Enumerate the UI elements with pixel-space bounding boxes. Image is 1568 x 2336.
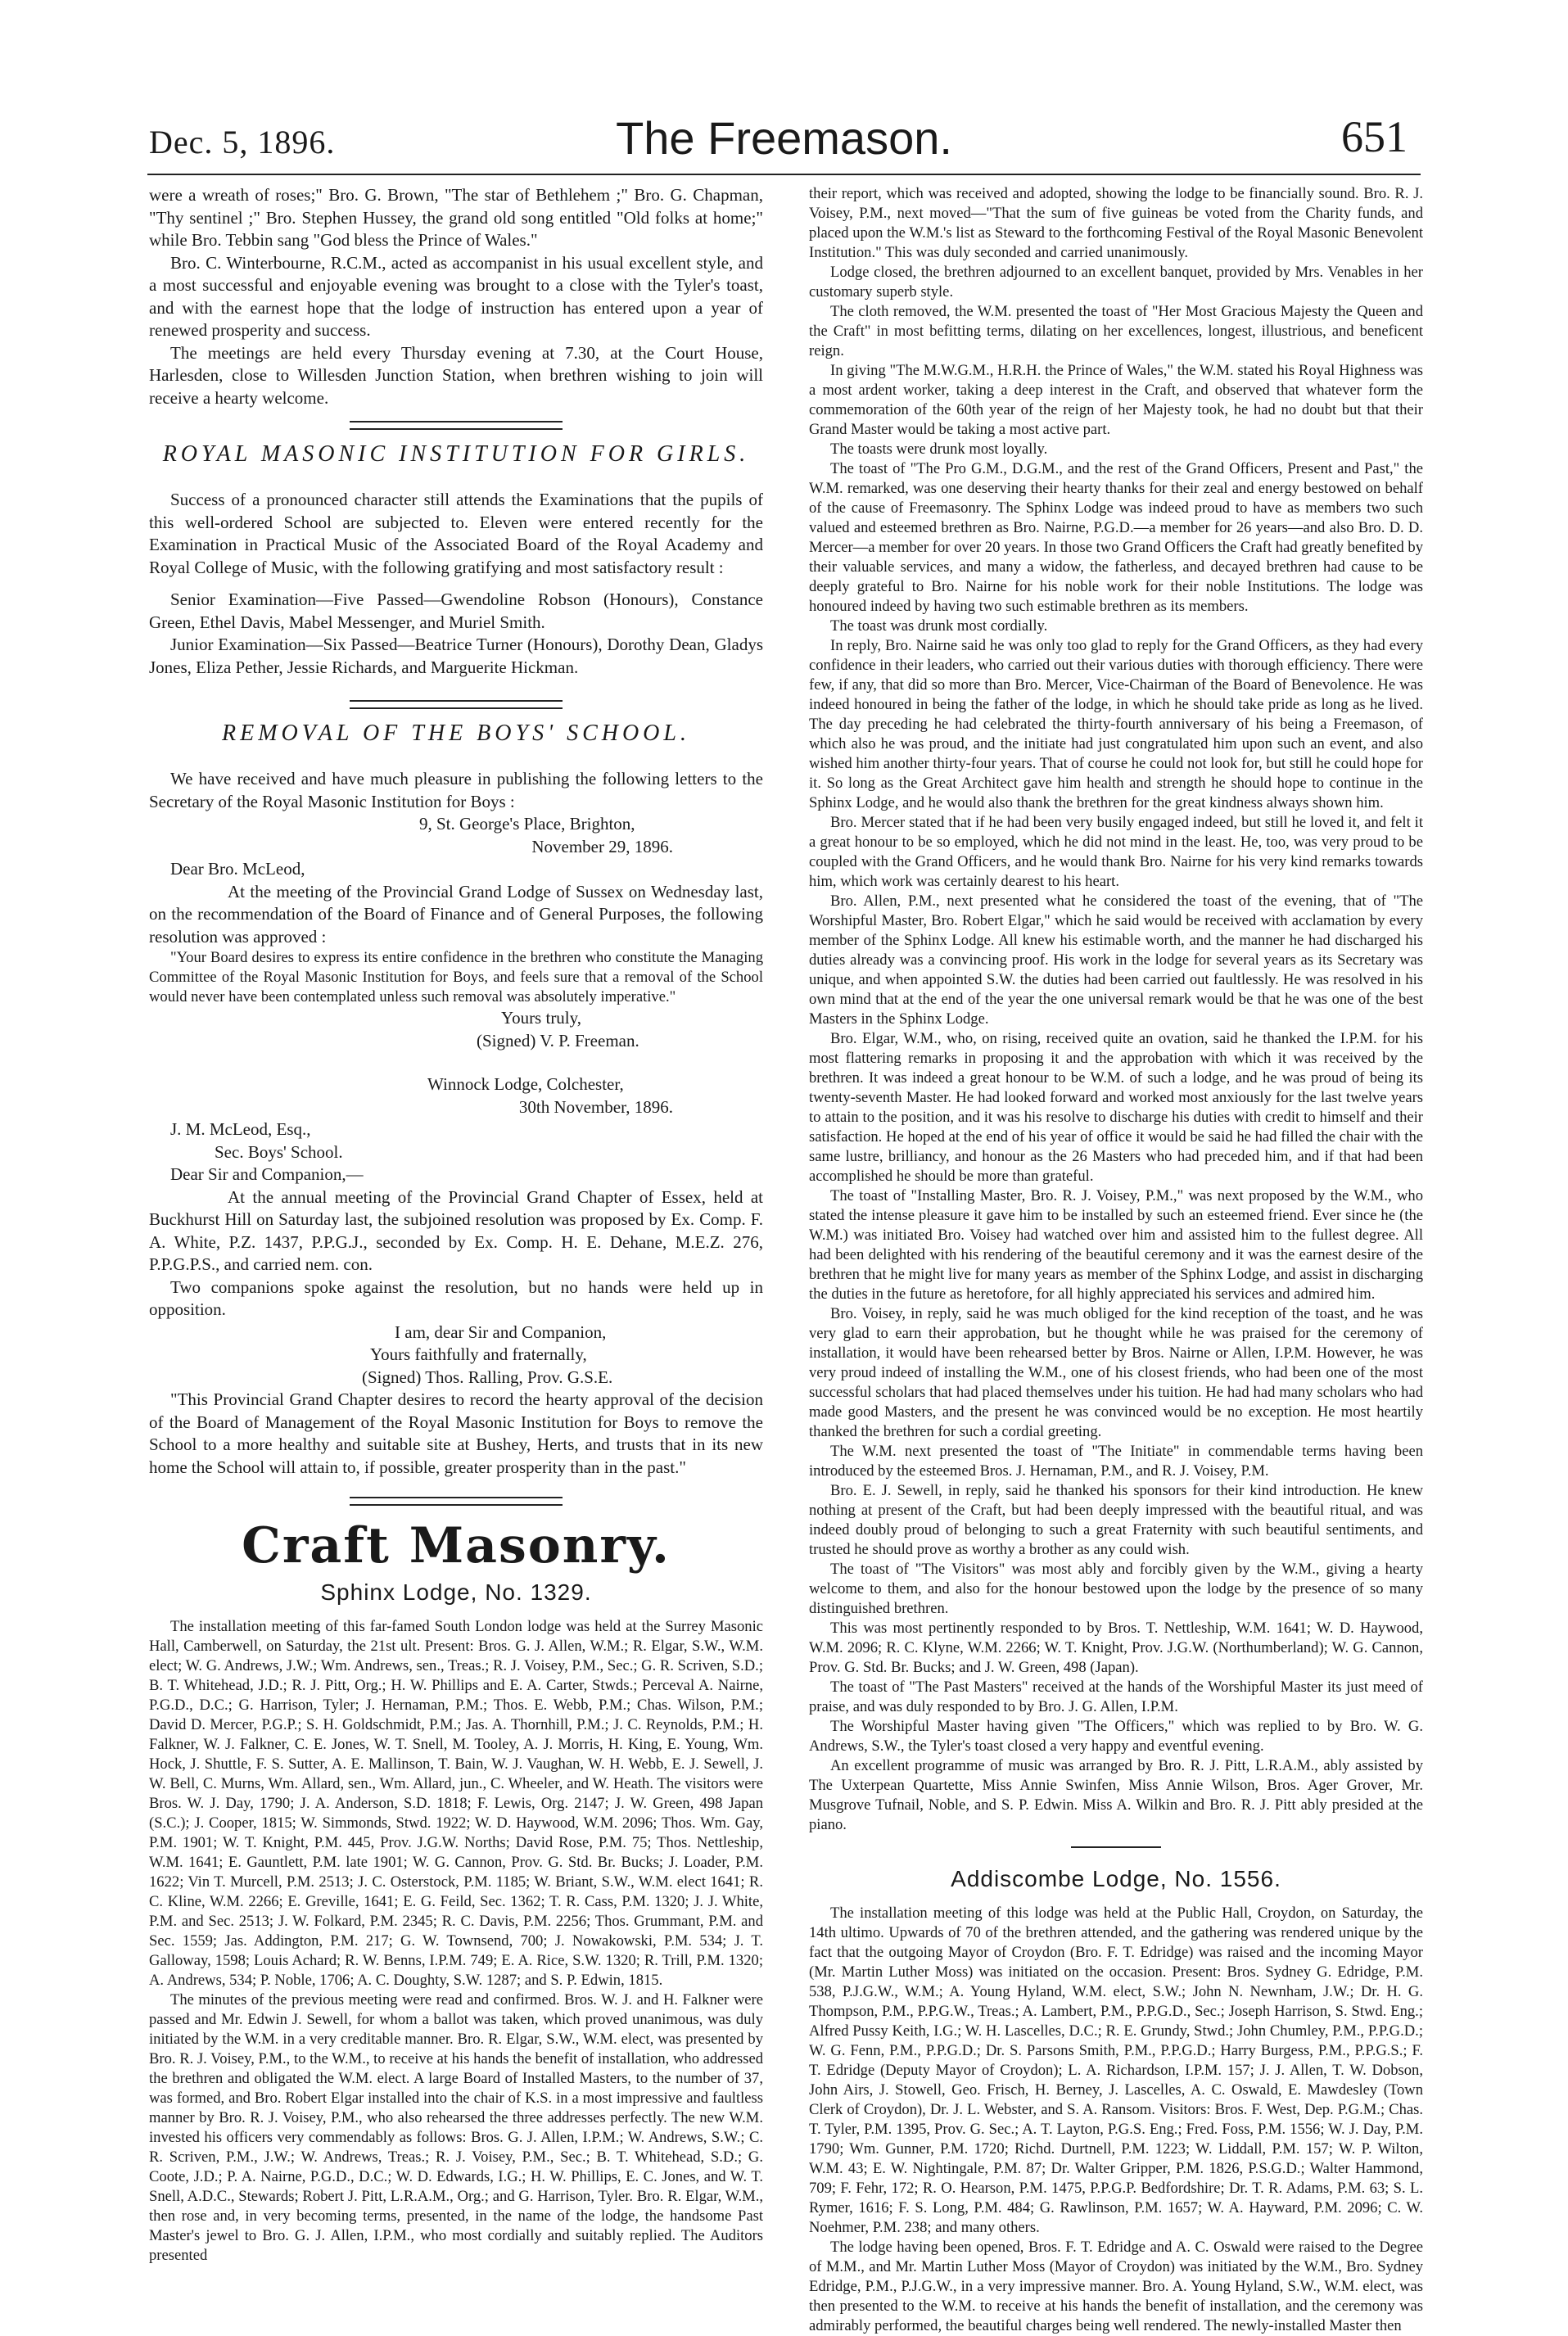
article-paragraph: The minutes of the previous meeting were read and confirmed. Bros. W. J. and H. Falkner were passed and Mr. Edwin J. Sewell, for whom a ballot was taken, which proved unanimous, was duly initiated by the W.M. in a very creditable manner. Bro. R. Elgar, S.W., W.M. elect, was presented by Bro. R. J. Voisey, P.M., to the W.M., to receive at his hands the benefit of installation, who addressed the brethren and obligated the W.M. elect. A large Board of Installed Masters, to the number of 37, was formed, and Bro. Robert Elgar installed into the chair of K.S. in a most impressive and faultless manner by Bro. R. J. Voisey, P.M., who also rehearsed the three addresses perfectly. The new W.M. invested his officers very commendably as follows: Bros. G. J. Allen, I.P.M.; W. Andrews, S.W.; C. R. Scriven, P.M., J.W.; W. Andrews, Treas.; R. J. Voisey, P.M., Sec.; B. T. Whitehead, S.D.; G. Coote, J.D.; P. A. Nairne, P.G.D., D.C.; W. D. Edwards, I.G.; H. W. Phillips, E. C. Jones, and W. T. Snell, A.D.C., Stewards; Robert J. Pitt, L.R.A.M., Org.; and G. Harrison, Tyler. Bro. R. Elgar, W.M., then rose and, in very becoming terms, presented, in the name of the lodge, the handsome Past Master's jewel to Bro. G. J. Allen, I.P.M., who most cordially and suitably replied. The Auditors presented [149, 1991, 763, 2264]
letter-recipient: J. M. McLeod, Esq., [170, 1119, 311, 1139]
section-divider [1071, 1846, 1161, 1848]
article-paragraph: Junior Examination—Six Passed—Beatrice Turner (Honours), Dorothy Dean, Gladys Jones, Eliza Pether, Jessie Richards, and Marguerite Hickman. [149, 635, 763, 677]
letter-close: Yours truly, [501, 1008, 582, 1028]
spacer [149, 1052, 763, 1073]
section-heading-girls: ROYAL MASONIC INSTITUTION FOR GIRLS. [162, 441, 750, 467]
article-paragraph: Senior Examination—Five Passed—Gwendoline Robson (Honours), Constance Green, Ethel Davis, Mabel Messenger, and Muriel Smith. [149, 590, 763, 632]
article-paragraph: The toast was drunk most cordially. [830, 617, 1048, 635]
section-divider [350, 700, 563, 709]
article-paragraph: Bro. E. J. Sewell, in reply, said he thanked his sponsors for their kind introduction. He knew nothing at present of the Craft, but had been deeply impressed with the beautiful ritual, and was indeed doubly proud of belonging to such a great Fraternity with such beautiful sentiments, and trusted he should prove as worthy a brother as any could wish. [809, 1482, 1423, 1558]
article-paragraph: The cloth removed, the W.M. presented the toast of "Her Most Gracious Majesty the Queen and the Craft" in most befitting terms, dilating on her excellences, longest, illustrious, and beneficent reign. [809, 303, 1423, 359]
section-divider [350, 1497, 563, 1506]
letter-quote: "This Provincial Grand Chapter desires to record the hearty approval of the decision of the Board of Management of the Royal Masonic Institution for Boys to remove the School to a more healthy and suitable site at Bushey, Herts, and trusts that in its new home the School will attain to, if possible, greater prosperity than in the past." [149, 1389, 763, 1477]
letter-body: At the annual meeting of the Provincial Grand Chapter of Essex, held at Buckhurst Hill on Saturday last, the subjoined resolution was proposed by Ex. Comp. F. A. White, P.Z. 1437, P.P.G.J., seconded by Ex. Comp. H. E. Dehane, M.E.Z. 276, P.P.G.P.S., and carried nem. con. [149, 1186, 763, 1274]
article-paragraph: their report, which was received and adopted, showing the lodge to be financially sound. Bro. R. J. Voisey, P.M., next moved—"That the sum of five guineas be voted from the Charity funds, and placed upon the W.M.'s list as Steward to the forthcoming Festival of the Royal Masonic Benevolent Institution." This was duly seconded and carried unanimously. [809, 185, 1423, 261]
letter-salutation: Dear Bro. McLeod, [170, 859, 305, 879]
intro-paragraph: The meetings are held every Thursday evening at 7.30, at the Court House, Harlesden, close to Willesden Junction Station, when brethren wishing to join will receive a hearty welcome. [149, 342, 763, 408]
right-column [809, 184, 1423, 2334]
letter-date: November 29, 1896. [531, 836, 673, 856]
article-paragraph: We have received and have much pleasure in publishing the following letters to the Secretary of the Royal Masonic Institution for Boys : [149, 769, 763, 811]
masthead-title: The Freemason. [616, 112, 952, 164]
article-paragraph: The W.M. next presented the toast of "The Initiate" in commendable terms having been introduced by the esteemed Bros. J. Hernaman, P.M., and R. J. Voisey, P.M. [809, 1443, 1423, 1480]
article-paragraph: Bro. Mercer stated that if he had been very busily engaged indeed, but still he loved it, and felt it a great honour to be so employed, which he did not mind in the least. He, too, was very proud to be coupled with the Grand Officers, and he would thank Bro. Nairne for his very kind remarks towards him, which work was certainly dearest to his heart. [809, 814, 1423, 890]
letter-address: 9, St. George's Place, Brighton, [419, 814, 635, 834]
article-paragraph: In giving "The M.W.G.M., H.R.H. the Prince of Wales," the W.M. stated his Royal Highness was a most ardent worker, taking a deep interest in the Craft, and observed that whatever form the commemoration of the 60th year of the reign of her Majesty took, he had no doubt but that their Grand Master would be taking a most active part. [809, 362, 1423, 438]
letter-date: 30th November, 1896. [518, 1096, 673, 1117]
article-paragraph: Success of a pronounced character still attends the Examinations that the pupils of this well-ordered School are subjected to. Eleven were entered recently for the Examination in Practical Music of the Associated Board of the Royal Academy and Royal College of Music, with the following gratifying and most satisfactory result : [149, 490, 763, 577]
article-paragraph: The lodge having been opened, Bros. F. T. Edridge and A. C. Oswald were raised to the Degree of M.M., and Mr. Martin Luther Moss (Mayor of Croydon) was initiated by the W.M., Bro. Sydney Edridge, P.M., P.J.G.W., in a very impressive manner. Bro. A. Young Hyland, S.W., W.M. elect, was then presented to the W.M. to receive at his hands the benefit of installation, and the ceremony was admirably performed, the beautiful charges being well rendered. The newly-installed Master then [809, 2239, 1423, 2334]
letter-signature: (Signed) Thos. Ralling, Prov. G.S.E. [362, 1367, 613, 1387]
article-paragraph: Bro. Elgar, W.M., who, on rising, received quite an ovation, said he thanked the I.P.M. for his most flattering remarks in proposing it and the approbation with which it was received by the brethren. It was indeed a great honour to be W.M. of such a lodge, and he was proud of being its twenty-seventh Master. He had looked forward and worked most anxiously for the last twelve years to attain to the position, and it was his resolve to discharge his duties with credit to himself and their satisfaction. He hoped at the end of his year of office it would be said he had filled the chair with the same lustre, brilliancy, and honour as the 26 Masters who had preceded him, and if that had been accomplished he should be more than grateful. [809, 1030, 1423, 1185]
article-paragraph: Lodge closed, the brethren adjourned to an excellent banquet, provided by Mrs. Venables in her customary superb style. [809, 264, 1423, 300]
letter-signature: (Signed) V. P. Freeman. [477, 1030, 639, 1051]
intro-paragraph: Bro. C. Winterbourne, R.C.M., acted as accompanist in his usual excellent style, and a most successful and enjoyable evening was brought to a close with the Tyler's toast, and with the earnest hope that the lodge of instruction has entered upon a year of renewed prosperity and success. [149, 252, 763, 340]
article-paragraph: The installation meeting of this lodge was held at the Public Hall, Croydon, on Saturday, the 14th ultimo. Upwards of 70 of the brethren attended, and the gathering was rendered unique by the fact that the outgoing Mayor of Croydon (Bro. F. T. Edridge) was raised and the incoming Mayor (Mr. Martin Luther Moss) was initiated on the occasion. Present: Bros. Sydney G. Edridge, P.M. 538, P.J.G.W., W.M.; A. Young Hyland, W.M. elect, S.W.; John N. Newnham, J.W.; Dr. H. G. Thompson, P.M., P.P.G.W., Treas.; A. Lambert, P.M., P.P.G.D., Sec.; Joseph Harrison, S. Stwd. Eng.; Alfred Pussy Keith, I.G.; W. H. Lascelles, D.C.; R. E. Grundy, Stwd.; John Chumley, P.M., P.P.G.D.; W. G. Fenn, P.M., P.P.G.D.; Dr. S. Parsons Smith, P.M., P.P.G.D.; Harry Burgess, P.M., P.P.G.S.; F. T. Edridge (Deputy Mayor of Croydon); L. A. Richardson, I.P.M. 157; J. J. Allen, T. W. Dobson, John Airs, J. Stowell, Geo. Frisch, H. Berney, J. Lascelles, A. C. Oswald, E. Mawdesley (Town Clerk of Croydon), Dr. J. L. Webster, and S. A. Ransom. Visitors: Bros. F. West, Dep. P.G.M.; Chas. T. Tyler, P.M. 1395, Prov. G. Sec.; A. T. Layton, P.G.S. Eng.; Fred. Foss, P.M. 1556; W. J. Day, P.M. 1790; Wm. Gunner, P.M. 1720; Richd. Durtnell, P.M. 1223; W. Liddall, P.M. 157; W. P. Wilton, W.M. 43; E. W. Nightingale, P.M. 87; Dr. Walter Gripper, P.M. 1826, P.S.G.D.; Walter Hammond, 709; F. Fehr, 172; R. O. Hearson, P.M. 1475, P.P.G.P. Bedfordshire; Dr. T. R. Adams, P.M. 63; S. L. Rymer, 1616; F. S. Long, P.M. 484; G. Rawlinson, P.M. 1657; W. A. Hayward, P.M. 2096; C. W. Noehmer, P.M. 238; and many others. [809, 1904, 1423, 2236]
page-number: 651 [1341, 112, 1408, 161]
letter-address: Winnock Lodge, Colchester, [427, 1074, 624, 1094]
letter-close: Yours faithfully and fraternally, [370, 1344, 587, 1364]
header-rule [147, 174, 1421, 175]
lodge-heading-addiscombe: Addiscombe Lodge, No. 1556. [951, 1866, 1281, 1891]
letter-salutation: Dear Sir and Companion,— [170, 1164, 364, 1184]
article-paragraph: This was most pertinently responded to by Bros. T. Nettleship, W.M. 1641; W. D. Haywood, W.M. 2096; R. C. Klyne, W.M. 2266; W. T. Knight, Prov. J.G.W. (Northumberland); W. G. Cannon, Prov. G. Std. Br. Bucks; and J. W. Green, 498 (Japan). [809, 1620, 1423, 1676]
article-paragraph: The toasts were drunk most loyally. [830, 441, 1048, 458]
article-paragraph: The toast of "The Pro G.M., D.G.M., and the rest of the Grand Officers, Present and Past," the W.M. remarked, was one deserving their hearty thanks for their zeal and energy bestowed on behalf of the cause of Freemasonry. The Sphinx Lodge was indeed proud to have as members two such valued and esteemed brethren as Bro. Nairne, P.G.D.—a member for 26 years—and also Bro. D. D. Mercer—a member for over 20 years. In those two Grand Officers the Craft had greatly benefited by their valuable services, and many a widow, the fatherless, and decayed brethren had cause to be deeply grateful to Bro. Nairne for his noble work for their noble Institutions. The lodge was honoured indeed by having two such estimable brethren as its members. [809, 460, 1423, 615]
article-paragraph: The installation meeting of this far-famed South London lodge was held at the Surrey Masonic Hall, Camberwell, on Saturday, the 21st ult. Present: Bros. G. J. Allen, W.M.; R. Elgar, S.W., W.M. elect; W. G. Andrews, J.W.; Wm. Andrews, sen., Treas.; R. J. Voisey, P.M., Sec.; G. R. Scriven, S.D.; B. T. Whitehead, J.D.; R. J. Pitt, Org.; H. W. Phillips and E. A. Carter, Stwds.; Perceval A. Nairne, P.G.D., D.C.; G. Harrison, Tyler; J. Hernaman, P.M.; Thos. E. Webb, P.M.; Chas. Wilson, P.M.; David D. Mercer, P.G.P.; S. H. Goldschmidt, P.M.; Jas. A. Thornhill, P.M.; J. C. Reynolds, P.M.; H. Falkner, W. J. Falkner, C. E. Jones, W. T. Snell, M. Tooley, A. J. Morris, H. King, E. Young, Wm. Hock, J. Shuttle, F. S. Sutter, A. E. Mallinson, T. Bain, W. J. Vaughan, W. H. Webb, E. J. Sewell, J. W. Bell, C. Murns, Wm. Allard, sen., Wm. Allard, jun., C. Wheeler, and W. Heath. The visitors were Bros. W. J. Day, 1790; J. A. Anderson, S.D. 1818; F. Lewis, Org. 2147; J. W. Green, 498 Japan (S.C.); J. Cooper, 1815; W. Simmonds, Stwd. 1922; W. D. Haywood, W.M. 2096; Thos. Wm. Gay, P.M. 1901; W. T. Knight, P.M. 445, Prov. J.G.W. Norths; David Rose, P.M. 75; Thos. Nettleship, W.M. 1641; E. Gauntlett, P.M. late 1901; W. G. Cannon, Prov. G. Std. Br. Bucks; J. Loader, P.M. 1622; Vin T. Murcell, P.M. 2513; J. C. Osterstock, P.M. 1185; W. Briant, S.W., W.M. elect 1641; R. C. Kline, W.M. 2266; E. Greville, 1641; E. G. Feild, Sec. 1362; T. R. Cass, P.M. 1320; J. J. White, P.M. and Sec. 2513; J. W. Folkard, P.M. 2345; R. C. Davis, P.M. 2256; Thos. Grummant, P.M. and Sec. 1559; Jas. Addington, P.M. 217; G. W. Townsend, 700; J. Nowakowski, P.M. 534; J. T. Galloway, 1598; Louis Achard; R. W. Benns, I.P.M. 749; E. A. Rice, S.W. 1320; R. Trill, P.M. 1320; A. Andrews, 534; P. Noble, 1706; A. C. Doughty, S.W. 1287; and S. P. Edwin, 1815. [149, 1618, 763, 1989]
letter-close: I am, dear Sir and Companion, [395, 1322, 607, 1342]
article-paragraph: Bro. Allen, P.M., next presented what he considered the toast of the evening, that of "The Worshipful Master, Bro. Robert Elgar," which he said would be received with acclamation by every member of the Sphinx Lodge. All knew his estimable worth, and the manner he had discharged his duties already was a convincing proof. His work in the lodge for several years as its Secretary was unique, and when appointed S.W. the duties had been carried out faultlessly. He was resolved in his own mind that at the end of the year the one universal remark would be that he was one of the best Masters in the Sphinx Lodge. [809, 892, 1423, 1028]
article-paragraph: An excellent programme of music was arranged by Bro. R. J. Pitt, L.R.A.M., ably assisted by The Uxterpean Quartette, Miss Annie Swinfen, Miss Annie Wilson, Bros. Ager Grover, Mr. Musgrove Tufnail, Noble, and S. P. Edwin. Miss A. Wilkin and Bro. R. J. Pitt ably presided at the piano. [809, 1757, 1423, 1833]
article-paragraph: In reply, Bro. Nairne said he was only too glad to reply for the Grand Officers, as they had every confidence in their leaders, who carried out their various duties with thorough efficiency. There were few, if any, that did so more than Bro. Mercer, Vice-Chairman of the Board of Benevolence. He was indeed honoured in being the father of the lodge, in which he should take pride as long as he lived. The day preceding he had celebrated the thirty-fourth anniversary of his being a Freemason, of which also he was proud, and the initiate had just congratulated him upon such an event, and also wished him another thirty-four years. That of course he could not look for, but still he could hope for it. So long as the Great Architect gave him health and strength he should hope to continue in the Sphinx Lodge, and he would also thank the brethren for the great kindness always shown him. [809, 637, 1423, 811]
letter-body: Two companions spoke against the resolution, but no hands were held up in opposition. [149, 1276, 763, 1319]
letter-recipient: Sec. Boys' School. [215, 1141, 343, 1162]
left-column [149, 184, 763, 2280]
lodge-heading-sphinx: Sphinx Lodge, No. 1329. [320, 1579, 592, 1605]
article-paragraph: Bro. Voisey, in reply, said he was much obliged for the kind reception of the toast, and he was very glad to earn their approbation, but he thought while he was praised for the ceremony of installation, it would have been rehearsed better by Bros. Nairne or Allen, I.P.M. However, he was very proud indeed of installing the W.M., one of his closest friends, who had been one of the most successful scholars that had placed themselves under his tuition. He had had many scholars who had made good Masters, and the present he was convinced would be no exception. He most heartily thanked the brethren for such a cordial greeting. [809, 1305, 1423, 1440]
intro-paragraph: were a wreath of roses;" Bro. G. Brown, "The star of Bethlehem ;" Bro. G. Chapman, "Thy sentinel ;" Bro. Stephen Hussey, the grand old song entitled "Old folks at home;" while Bro. Tebbin sang "God bless the Prince of Wales." [149, 185, 763, 250]
craft-masonry-heading: Craft Masonry. [242, 1517, 671, 1575]
article-paragraph: The toast of "The Past Masters" received at the hands of the Worshipful Master its just meed of praise, and was duly responded to by Bro. J. G. Allen, I.P.M. [809, 1679, 1423, 1715]
section-divider [350, 421, 563, 430]
issue-date: Dec. 5, 1896. [149, 124, 336, 160]
article-paragraph: The Worshipful Master having given "The Officers," which was replied to by Bro. W. G. Andrews, S.W., the Tyler's toast closed a very happy and eventful evening. [809, 1718, 1423, 1755]
article-paragraph: The toast of "Installing Master, Bro. R. J. Voisey, P.M.," was next proposed by the W.M., who stated the intense pleasure it gave him to be installed by such an esteemed friend. Ever since he (the W.M.) was initiated Bro. Voisey had watched over him and assisted him to the fullest degree. All had been delighted with his rendering of the beautiful ceremony and it was the earnest desire of the brethren that he might live for many years as member of the Sphinx Lodge, and assist in discharging the duties in the future as heretofore, for all highly appreciated his services and admired him. [809, 1187, 1423, 1303]
letter-body: At the meeting of the Provincial Grand Lodge of Sussex on Wednesday last, on the recommendation of the Board of Finance and of General Purposes, the following resolution was approved : [149, 881, 763, 947]
section-heading-boys: REMOVAL OF THE BOYS' SCHOOL. [222, 721, 690, 746]
article-paragraph: The toast of "The Visitors" was most ably and forcibly given by the W.M., giving a hearty welcome to them, and also for the honour bestowed upon the lodge by the presence of so many distinguished brethren. [809, 1561, 1423, 1617]
letter-quote: "Your Board desires to express its entire confidence in the brethren who constitute the Managing Committee of the Royal Masonic Institution for Boys, and feels sure that a removal of the School would never have been contemplated unless such removal was absolutely imperative." [149, 949, 763, 1005]
